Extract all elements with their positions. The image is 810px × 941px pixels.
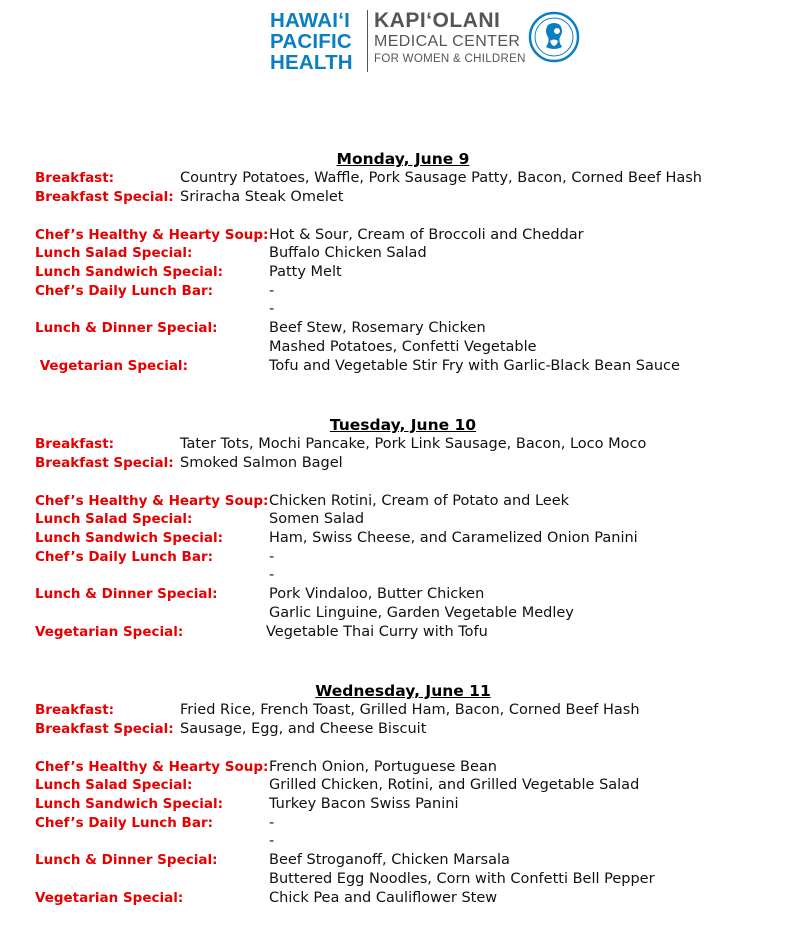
menu-label-lunch-bar: Chef’s Daily Lunch Bar: <box>35 549 214 565</box>
menu-value-lunch-dinner-1: Beef Stroganoff, Chicken Marsala <box>269 852 510 868</box>
logo-divider <box>367 10 368 72</box>
logo-text-line: KAPIʻOLANI <box>374 9 501 32</box>
menu-value-breakfast: Country Potatoes, Waffle, Pork Sausage Patty, Bacon, Corned Beef Hash <box>180 170 702 186</box>
menu-value-breakfast-special: Smoked Salmon Bagel <box>180 455 343 471</box>
logo-text-line: FOR WOMEN & CHILDREN <box>374 53 526 65</box>
menu-value-lunch-dinner-2: Mashed Potatoes, Confetti Vegetable <box>269 339 537 355</box>
menu-value-sandwich: Turkey Bacon Swiss Panini <box>269 796 459 812</box>
menu-value-soup: Hot & Sour, Cream of Broccoli and Cheddar <box>269 227 584 243</box>
menu-label-salad: Lunch Salad Special: <box>35 245 193 261</box>
logo-text-line: PACIFIC <box>270 30 352 53</box>
menu-label-lunch-dinner: Lunch & Dinner Special: <box>35 586 218 602</box>
menu-value-salad: Buffalo Chicken Salad <box>269 245 427 261</box>
day-title: Wednesday, June 11 <box>315 682 491 700</box>
menu-label-soup: Chef’s Healthy & Hearty Soup: <box>35 227 269 243</box>
menu-value-vegetarian: Chick Pea and Cauliflower Stew <box>269 890 498 906</box>
menu-value-lunch-bar-1: - <box>269 815 275 831</box>
menu-value-lunch-bar-2: - <box>269 833 275 849</box>
header-logo <box>270 8 590 78</box>
menu-label-vegetarian: Vegetarian Special: <box>35 890 184 906</box>
menu-label-sandwich: Lunch Sandwich Special: <box>35 796 223 812</box>
menu-label-vegetarian: Vegetarian Special: <box>35 624 184 640</box>
menu-label-lunch-dinner: Lunch & Dinner Special: <box>35 320 218 336</box>
menu-label-lunch-bar: Chef’s Daily Lunch Bar: <box>35 815 214 831</box>
menu-value-lunch-bar-1: - <box>269 283 275 299</box>
menu-value-lunch-dinner-2: Buttered Egg Noodles, Corn with Confetti Bell Pepper <box>269 871 655 887</box>
menu-label-lunch-dinner: Lunch & Dinner Special: <box>35 852 218 868</box>
menu-value-breakfast: Fried Rice, French Toast, Grilled Ham, Bacon, Corned Beef Hash <box>180 702 640 718</box>
menu-value-vegetarian: Vegetable Thai Curry with Tofu <box>266 624 488 640</box>
menu-value-breakfast: Tater Tots, Mochi Pancake, Pork Link Sausage, Bacon, Loco Moco <box>180 436 647 452</box>
logo-text-line: MEDICAL CENTER <box>374 33 521 50</box>
menu-label-breakfast-special: Breakfast Special: <box>35 721 174 737</box>
logo-text-line: HEALTH <box>270 51 353 74</box>
menu-label-sandwich: Lunch Sandwich Special: <box>35 264 223 280</box>
day-title: Tuesday, June 10 <box>329 416 477 434</box>
menu-value-lunch-dinner-1: Beef Stew, Rosemary Chicken <box>269 320 486 336</box>
menu-label-breakfast: Breakfast: <box>35 702 115 718</box>
menu-value-sandwich: Ham, Swiss Cheese, and Caramelized Onion Panini <box>269 530 638 546</box>
menu-value-lunch-bar-2: - <box>269 567 275 583</box>
menu-value-lunch-bar-1: - <box>269 549 275 565</box>
menu-label-soup: Chef’s Healthy & Hearty Soup: <box>35 493 269 509</box>
menu-label-soup: Chef’s Healthy & Hearty Soup: <box>35 759 269 775</box>
menu-value-breakfast-special: Sausage, Egg, and Cheese Biscuit <box>180 721 427 737</box>
menu-value-salad: Grilled Chicken, Rotini, and Grilled Vegetable Salad <box>269 777 640 793</box>
kapiolani-seal-icon <box>528 11 580 63</box>
menu-label-breakfast: Breakfast: <box>35 436 115 452</box>
logo-text-line: HAWAIʻI <box>270 9 350 32</box>
menu-label-lunch-bar: Chef’s Daily Lunch Bar: <box>35 283 214 299</box>
menu-value-soup: Chicken Rotini, Cream of Potato and Leek <box>269 493 570 509</box>
menu-label-breakfast-special: Breakfast Special: <box>35 455 174 471</box>
menu-label-breakfast: Breakfast: <box>35 170 115 186</box>
menu-value-lunch-dinner-2: Garlic Linguine, Garden Vegetable Medley <box>269 605 574 621</box>
menu-label-breakfast-special: Breakfast Special: <box>35 189 174 205</box>
menu-value-salad: Somen Salad <box>269 511 365 527</box>
menu-value-lunch-bar-2: - <box>269 301 275 317</box>
kapiolani-logo <box>374 10 526 67</box>
menu-label-salad: Lunch Salad Special: <box>35 777 193 793</box>
menu-value-breakfast-special: Sriracha Steak Omelet <box>180 189 344 205</box>
day-title: Monday, June 9 <box>336 150 470 168</box>
menu-label-vegetarian: Vegetarian Special: <box>35 358 188 374</box>
menu-label-sandwich: Lunch Sandwich Special: <box>35 530 223 546</box>
menu-value-sandwich: Patty Melt <box>269 264 342 280</box>
menu-label-salad: Lunch Salad Special: <box>35 511 193 527</box>
menu-value-soup: French Onion, Portuguese Bean <box>269 759 497 775</box>
menu-value-lunch-dinner-1: Pork Vindaloo, Butter Chicken <box>269 586 485 602</box>
hawaii-pacific-health-logo <box>270 10 353 73</box>
menu-value-vegetarian: Tofu and Vegetable Stir Fry with Garlic-Black Bean Sauce <box>269 358 680 374</box>
